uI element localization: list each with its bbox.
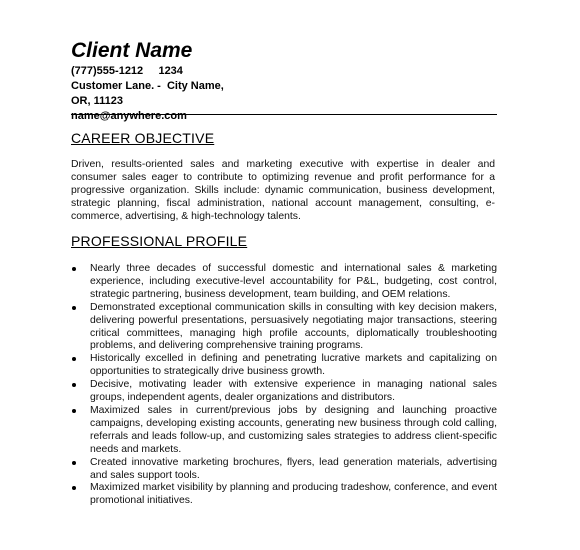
list-item-text: Demonstrated exceptional communication skills in consulting with key decision makers, delivering powerful presentations, persuasively negotiating major transactions, steering critical committees, managing high profile accounts, diplomatically troubleshooting problems, and delivering comprehensive training programs.: [90, 301, 497, 352]
list-item: [71, 482, 497, 508]
bullet-icon: [72, 306, 76, 310]
career-objective-heading: CAREER OBJECTIVE: [71, 130, 215, 146]
bullet-icon: [72, 486, 76, 490]
career-objective-text: Driven, results-oriented sales and marketing executive with expertise in dealer and consumer sales eager to contribute to optimizing revenue and profit performance for a progressive organization. Skills include: dynamic communication, business development, strategic planning, fiscal administration, national account management, consulting, e-commerce, advertising, & high-technology talents.: [71, 159, 495, 223]
list-item: [71, 353, 497, 379]
list-item: [71, 405, 497, 457]
list-item-text: Historically excelled in defining and penetrating lucrative markets and capitalizing on opportunities to strategically drive business growth.: [90, 353, 497, 378]
list-item-text: Decisive, motivating leader with extensive experience in managing national sales groups, independent agents, dealer organizations and distributors.: [90, 379, 497, 404]
bullet-icon: [72, 267, 76, 271]
list-item: [71, 457, 497, 483]
contact-street: Customer Lane. - City Name,: [71, 80, 224, 92]
contact-state-zip: OR, 11123: [71, 95, 123, 107]
professional-profile-list: [71, 263, 497, 508]
list-item: [71, 379, 497, 405]
list-item-text: Nearly three decades of successful domestic and international sales & marketing experience, including executive-level accountability for P&L, budgeting, cost control, strategic partnering, business development, team building, and OEM relations.: [90, 263, 497, 300]
list-item-text: Maximized market visibility by planning and producing tradeshow, conference, and event promotional initiatives.: [90, 482, 497, 507]
bullet-icon: [72, 383, 76, 387]
resume-header: [71, 40, 497, 124]
list-item: [71, 263, 497, 302]
header-divider: [71, 114, 497, 115]
list-item-text: Maximized sales in current/previous jobs by designing and launching proactive campaigns, developing existing accounts, generating new business through cold calling, referrals and leads follow-up, and customizing sales strategies to address client-specific needs and markets.: [90, 404, 497, 455]
list-item-text: Created innovative marketing brochures, flyers, lead generation materials, advertising and sales support tools.: [90, 456, 497, 481]
bullet-icon: [72, 409, 76, 413]
contact-email: name@anywhere.com: [71, 110, 187, 122]
contact-phone: (777)555-1212 1234: [71, 65, 183, 77]
client-name: Client Name: [71, 39, 193, 62]
bullet-icon: [72, 357, 76, 361]
bullet-icon: [72, 461, 76, 465]
list-item: [71, 302, 497, 354]
professional-profile-heading: PROFESSIONAL PROFILE: [71, 233, 248, 249]
